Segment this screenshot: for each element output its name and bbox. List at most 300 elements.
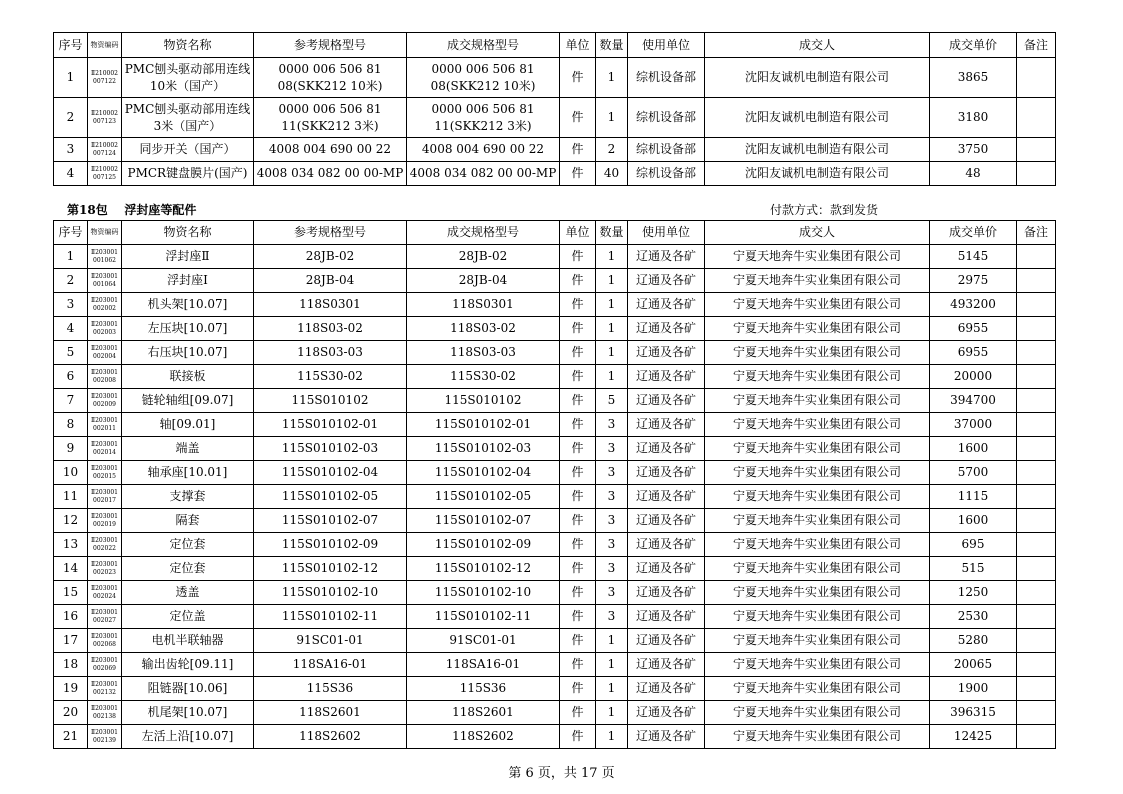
cell-name: 支撑套 [122, 485, 254, 509]
cell-note [1017, 533, 1056, 557]
cell-ref-spec: 28JB-02 [254, 245, 407, 269]
cell-qty: 1 [596, 725, 628, 749]
cell-ref-spec: 118S0301 [254, 293, 407, 317]
cell-deal-spec: 115S010102-09 [407, 533, 560, 557]
cell-unit: 件 [560, 245, 596, 269]
table-row [54, 725, 1056, 749]
cell-vendor: 宁夏天地奔牛实业集团有限公司 [705, 341, 930, 365]
cell-code: Ⅱ203001 002003 [88, 317, 122, 341]
cell-name: 机尾架[10.07] [122, 701, 254, 725]
cell-vendor: 宁夏天地奔牛实业集团有限公司 [705, 437, 930, 461]
cell-note [1017, 365, 1056, 389]
cell-unit: 件 [560, 317, 596, 341]
cell-qty: 3 [596, 413, 628, 437]
cell-code: Ⅱ203001 002132 [88, 677, 122, 701]
cell-price: 37000 [930, 413, 1017, 437]
cell-deal-spec: 115S010102-05 [407, 485, 560, 509]
cell-qty: 3 [596, 437, 628, 461]
table-package-17-items [53, 32, 1056, 186]
cell-name: 电机半联轴器 [122, 629, 254, 653]
cell-unit: 件 [560, 509, 596, 533]
header-note: 备注 [1017, 221, 1056, 245]
cell-dept: 辽通及各矿 [628, 629, 705, 653]
header-deal-spec: 成交规格型号 [407, 221, 560, 245]
cell-deal-spec: 115S010102-04 [407, 461, 560, 485]
cell-price: 1900 [930, 677, 1017, 701]
cell-price: 1250 [930, 581, 1017, 605]
cell-note [1017, 317, 1056, 341]
cell-code: Ⅱ203001 002069 [88, 653, 122, 677]
cell-price: 2530 [930, 605, 1017, 629]
cell-deal-spec: 0000 006 506 81 11(SKK212 3米) [407, 98, 560, 138]
cell-note [1017, 413, 1056, 437]
cell-ref-spec: 115S010102-11 [254, 605, 407, 629]
cell-price: 6955 [930, 317, 1017, 341]
cell-vendor: 宁夏天地奔牛实业集团有限公司 [705, 485, 930, 509]
cell-ref-spec: 115S010102-04 [254, 461, 407, 485]
cell-unit: 件 [560, 725, 596, 749]
cell-ref-spec: 115S30-02 [254, 365, 407, 389]
cell-code: Ⅱ203001 002068 [88, 629, 122, 653]
cell-note [1017, 677, 1056, 701]
cell-deal-spec: 115S010102-01 [407, 413, 560, 437]
cell-ref-spec: 118S03-03 [254, 341, 407, 365]
table-row [54, 701, 1056, 725]
cell-code: Ⅱ203001 002011 [88, 413, 122, 437]
cell-seq: 17 [54, 629, 88, 653]
cell-unit: 件 [560, 341, 596, 365]
cell-unit: 件 [560, 557, 596, 581]
cell-code: Ⅱ210002 007122 [88, 58, 122, 98]
cell-name: 轴承座[10.01] [122, 461, 254, 485]
cell-deal-spec: 115S010102 [407, 389, 560, 413]
table-row [54, 581, 1056, 605]
cell-seq: 2 [54, 269, 88, 293]
cell-dept: 辽通及各矿 [628, 677, 705, 701]
cell-code: Ⅱ203001 002009 [88, 389, 122, 413]
cell-code: Ⅱ203001 001062 [88, 245, 122, 269]
cell-qty: 1 [596, 365, 628, 389]
cell-seq: 3 [54, 293, 88, 317]
section-header [55, 202, 1065, 218]
table-row [54, 509, 1056, 533]
table-package-18-items [53, 220, 1056, 749]
cell-dept: 综机设备部 [628, 98, 705, 138]
cell-vendor: 宁夏天地奔牛实业集团有限公司 [705, 461, 930, 485]
table-row [54, 413, 1056, 437]
cell-price: 12425 [930, 725, 1017, 749]
cell-name: 定位套 [122, 533, 254, 557]
cell-name: PMCR键盘膜片(国产) [122, 162, 254, 186]
cell-code: Ⅱ203001 002024 [88, 581, 122, 605]
cell-deal-spec: 115S30-02 [407, 365, 560, 389]
table-header-row [54, 221, 1056, 245]
cell-code: Ⅱ203001 002015 [88, 461, 122, 485]
cell-deal-spec: 28JB-04 [407, 269, 560, 293]
cell-deal-spec: 4008 004 690 00 22 [407, 138, 560, 162]
cell-ref-spec: 0000 006 506 81 11(SKK212 3米) [254, 98, 407, 138]
cell-price: 515 [930, 557, 1017, 581]
cell-unit: 件 [560, 437, 596, 461]
cell-unit: 件 [560, 461, 596, 485]
cell-seq: 11 [54, 485, 88, 509]
cell-qty: 1 [596, 98, 628, 138]
table-row [54, 162, 1056, 186]
cell-ref-spec: 118S2602 [254, 725, 407, 749]
cell-price: 3180 [930, 98, 1017, 138]
cell-unit: 件 [560, 138, 596, 162]
cell-qty: 3 [596, 557, 628, 581]
cell-deal-spec: 118S03-03 [407, 341, 560, 365]
cell-name: 端盖 [122, 437, 254, 461]
cell-unit: 件 [560, 389, 596, 413]
cell-qty: 5 [596, 389, 628, 413]
header-price: 成交单价 [930, 221, 1017, 245]
cell-name: 阻链器[10.06] [122, 677, 254, 701]
cell-qty: 1 [596, 653, 628, 677]
cell-vendor: 宁夏天地奔牛实业集团有限公司 [705, 509, 930, 533]
cell-note [1017, 461, 1056, 485]
cell-note [1017, 162, 1056, 186]
cell-dept: 辽通及各矿 [628, 485, 705, 509]
cell-name: 机头架[10.07] [122, 293, 254, 317]
cell-ref-spec: 28JB-04 [254, 269, 407, 293]
cell-note [1017, 605, 1056, 629]
cell-deal-spec: 91SC01-01 [407, 629, 560, 653]
cell-unit: 件 [560, 677, 596, 701]
cell-name: 定位盖 [122, 605, 254, 629]
cell-vendor: 宁夏天地奔牛实业集团有限公司 [705, 557, 930, 581]
cell-name: 浮封座Ⅱ [122, 245, 254, 269]
cell-code: Ⅱ210002 007123 [88, 98, 122, 138]
cell-code: Ⅱ203001 002002 [88, 293, 122, 317]
cell-code: Ⅱ203001 002017 [88, 485, 122, 509]
cell-code: Ⅱ203001 002004 [88, 341, 122, 365]
cell-dept: 综机设备部 [628, 162, 705, 186]
cell-dept: 辽通及各矿 [628, 581, 705, 605]
cell-vendor: 宁夏天地奔牛实业集团有限公司 [705, 533, 930, 557]
cell-seq: 9 [54, 437, 88, 461]
cell-vendor: 沈阳友诚机电制造有限公司 [705, 162, 930, 186]
cell-vendor: 宁夏天地奔牛实业集团有限公司 [705, 365, 930, 389]
cell-dept: 辽通及各矿 [628, 245, 705, 269]
cell-name: 右压块[10.07] [122, 341, 254, 365]
header-note: 备注 [1017, 33, 1056, 58]
table-row [54, 533, 1056, 557]
cell-ref-spec: 4008 004 690 00 22 [254, 138, 407, 162]
cell-deal-spec: 118S2602 [407, 725, 560, 749]
cell-ref-spec: 115S010102-01 [254, 413, 407, 437]
cell-seq: 10 [54, 461, 88, 485]
cell-dept: 辽通及各矿 [628, 533, 705, 557]
cell-name: 透盖 [122, 581, 254, 605]
cell-qty: 2 [596, 138, 628, 162]
cell-ref-spec: 118S2601 [254, 701, 407, 725]
cell-deal-spec: 115S010102-11 [407, 605, 560, 629]
cell-qty: 1 [596, 317, 628, 341]
cell-qty: 1 [596, 341, 628, 365]
cell-dept: 综机设备部 [628, 58, 705, 98]
cell-qty: 3 [596, 485, 628, 509]
cell-note [1017, 341, 1056, 365]
cell-dept: 辽通及各矿 [628, 365, 705, 389]
cell-note [1017, 509, 1056, 533]
cell-price: 396315 [930, 701, 1017, 725]
cell-vendor: 沈阳友诚机电制造有限公司 [705, 58, 930, 98]
cell-dept: 辽通及各矿 [628, 725, 705, 749]
header-unit: 单位 [560, 221, 596, 245]
cell-seq: 7 [54, 389, 88, 413]
cell-deal-spec: 115S010102-03 [407, 437, 560, 461]
cell-vendor: 沈阳友诚机电制造有限公司 [705, 98, 930, 138]
cell-vendor: 宁夏天地奔牛实业集团有限公司 [705, 269, 930, 293]
cell-code: Ⅱ203001 002019 [88, 509, 122, 533]
cell-vendor: 沈阳友诚机电制造有限公司 [705, 138, 930, 162]
cell-deal-spec: 115S010102-10 [407, 581, 560, 605]
cell-seq: 13 [54, 533, 88, 557]
header-dept: 使用单位 [628, 33, 705, 58]
cell-code: Ⅱ203001 002014 [88, 437, 122, 461]
cell-qty: 3 [596, 581, 628, 605]
cell-vendor: 宁夏天地奔牛实业集团有限公司 [705, 389, 930, 413]
cell-dept: 辽通及各矿 [628, 653, 705, 677]
cell-dept: 辽通及各矿 [628, 557, 705, 581]
header-code: 物资编码 [88, 33, 122, 58]
cell-price: 48 [930, 162, 1017, 186]
cell-deal-spec: 115S010102-12 [407, 557, 560, 581]
cell-note [1017, 269, 1056, 293]
cell-note [1017, 725, 1056, 749]
table-row [54, 245, 1056, 269]
cell-price: 3865 [930, 58, 1017, 98]
cell-name: 轴[09.01] [122, 413, 254, 437]
cell-note [1017, 581, 1056, 605]
header-price: 成交单价 [930, 33, 1017, 58]
table-row [54, 461, 1056, 485]
cell-vendor: 宁夏天地奔牛实业集团有限公司 [705, 293, 930, 317]
table-row [54, 437, 1056, 461]
header-seq: 序号 [54, 221, 88, 245]
table-row [54, 365, 1056, 389]
table-row [54, 653, 1056, 677]
cell-seq: 1 [54, 245, 88, 269]
cell-code: Ⅱ203001 002027 [88, 605, 122, 629]
header-qty: 数量 [596, 33, 628, 58]
cell-note [1017, 98, 1056, 138]
package-number: 第18包 [67, 203, 108, 217]
cell-price: 20065 [930, 653, 1017, 677]
cell-seq: 16 [54, 605, 88, 629]
cell-note [1017, 557, 1056, 581]
cell-code: Ⅱ203001 002023 [88, 557, 122, 581]
cell-qty: 3 [596, 605, 628, 629]
cell-price: 5145 [930, 245, 1017, 269]
table-row [54, 389, 1056, 413]
cell-seq: 4 [54, 162, 88, 186]
cell-qty: 1 [596, 293, 628, 317]
table-row [54, 269, 1056, 293]
table-row [54, 98, 1056, 138]
cell-deal-spec: 115S010102-07 [407, 509, 560, 533]
cell-ref-spec: 115S010102-03 [254, 437, 407, 461]
table-header-row [54, 33, 1056, 58]
cell-unit: 件 [560, 58, 596, 98]
cell-unit: 件 [560, 269, 596, 293]
cell-seq: 15 [54, 581, 88, 605]
header-name: 物资名称 [122, 33, 254, 58]
cell-vendor: 宁夏天地奔牛实业集团有限公司 [705, 413, 930, 437]
cell-price: 5280 [930, 629, 1017, 653]
header-dept: 使用单位 [628, 221, 705, 245]
cell-note [1017, 485, 1056, 509]
cell-price: 695 [930, 533, 1017, 557]
table-row [54, 293, 1056, 317]
cell-vendor: 宁夏天地奔牛实业集团有限公司 [705, 725, 930, 749]
cell-ref-spec: 91SC01-01 [254, 629, 407, 653]
package-title: 浮封座等配件 [124, 203, 197, 217]
cell-unit: 件 [560, 98, 596, 138]
cell-ref-spec: 115S010102-07 [254, 509, 407, 533]
cell-seq: 4 [54, 317, 88, 341]
cell-vendor: 宁夏天地奔牛实业集团有限公司 [705, 653, 930, 677]
cell-vendor: 宁夏天地奔牛实业集团有限公司 [705, 581, 930, 605]
cell-ref-spec: 118S03-02 [254, 317, 407, 341]
cell-dept: 辽通及各矿 [628, 701, 705, 725]
table-row [54, 58, 1056, 98]
cell-price: 5700 [930, 461, 1017, 485]
cell-dept: 辽通及各矿 [628, 341, 705, 365]
cell-code: Ⅱ210002 007124 [88, 138, 122, 162]
cell-name: 同步开关（国产） [122, 138, 254, 162]
cell-unit: 件 [560, 413, 596, 437]
cell-price: 493200 [930, 293, 1017, 317]
cell-qty: 1 [596, 701, 628, 725]
cell-code: Ⅱ203001 002022 [88, 533, 122, 557]
cell-unit: 件 [560, 293, 596, 317]
cell-unit: 件 [560, 581, 596, 605]
cell-dept: 辽通及各矿 [628, 413, 705, 437]
cell-name: 输出齿轮[09.11] [122, 653, 254, 677]
cell-name: 浮封座Ⅰ [122, 269, 254, 293]
cell-note [1017, 701, 1056, 725]
cell-ref-spec: 118SA16-01 [254, 653, 407, 677]
payment-terms: 付款方式：款到发货 [770, 203, 879, 217]
table-row [54, 341, 1056, 365]
cell-code: Ⅱ203001 002138 [88, 701, 122, 725]
cell-price: 394700 [930, 389, 1017, 413]
table-row [54, 629, 1056, 653]
section-label [67, 202, 196, 218]
cell-code: Ⅱ210002 007125 [88, 162, 122, 186]
cell-deal-spec: 115S36 [407, 677, 560, 701]
table-row [54, 485, 1056, 509]
cell-note [1017, 629, 1056, 653]
cell-note [1017, 245, 1056, 269]
cell-deal-spec: 118S0301 [407, 293, 560, 317]
cell-deal-spec: 118S2601 [407, 701, 560, 725]
cell-dept: 辽通及各矿 [628, 437, 705, 461]
cell-name: 左压块[10.07] [122, 317, 254, 341]
cell-unit: 件 [560, 605, 596, 629]
header-name: 物资名称 [122, 221, 254, 245]
cell-price: 6955 [930, 341, 1017, 365]
cell-note [1017, 138, 1056, 162]
cell-seq: 3 [54, 138, 88, 162]
cell-seq: 12 [54, 509, 88, 533]
table-row [54, 677, 1056, 701]
cell-seq: 2 [54, 98, 88, 138]
cell-code: Ⅱ203001 001064 [88, 269, 122, 293]
cell-note [1017, 437, 1056, 461]
cell-dept: 辽通及各矿 [628, 389, 705, 413]
cell-ref-spec: 4008 034 082 00 00-MP [254, 162, 407, 186]
cell-qty: 1 [596, 677, 628, 701]
cell-note [1017, 653, 1056, 677]
cell-price: 2975 [930, 269, 1017, 293]
cell-code: Ⅱ203001 002139 [88, 725, 122, 749]
cell-deal-spec: 4008 034 082 00 00-MP [407, 162, 560, 186]
cell-price: 20000 [930, 365, 1017, 389]
cell-ref-spec: 115S36 [254, 677, 407, 701]
cell-name: 隔套 [122, 509, 254, 533]
table-row [54, 138, 1056, 162]
cell-seq: 14 [54, 557, 88, 581]
cell-seq: 8 [54, 413, 88, 437]
cell-dept: 辽通及各矿 [628, 461, 705, 485]
cell-ref-spec: 115S010102 [254, 389, 407, 413]
header-unit: 单位 [560, 33, 596, 58]
cell-seq: 1 [54, 58, 88, 98]
header-deal-spec: 成交规格型号 [407, 33, 560, 58]
cell-vendor: 宁夏天地奔牛实业集团有限公司 [705, 629, 930, 653]
cell-qty: 3 [596, 533, 628, 557]
cell-qty: 3 [596, 461, 628, 485]
cell-vendor: 宁夏天地奔牛实业集团有限公司 [705, 701, 930, 725]
cell-qty: 1 [596, 58, 628, 98]
cell-dept: 辽通及各矿 [628, 509, 705, 533]
table-row [54, 557, 1056, 581]
header-code: 物资编码 [88, 221, 122, 245]
cell-vendor: 宁夏天地奔牛实业集团有限公司 [705, 317, 930, 341]
cell-deal-spec: 118S03-02 [407, 317, 560, 341]
cell-seq: 20 [54, 701, 88, 725]
header-vendor: 成交人 [705, 221, 930, 245]
cell-unit: 件 [560, 701, 596, 725]
cell-seq: 5 [54, 341, 88, 365]
cell-ref-spec: 115S010102-12 [254, 557, 407, 581]
cell-vendor: 宁夏天地奔牛实业集团有限公司 [705, 605, 930, 629]
cell-name: PMC刨头驱动部用连线 10米（国产） [122, 58, 254, 98]
cell-qty: 1 [596, 629, 628, 653]
cell-deal-spec: 118SA16-01 [407, 653, 560, 677]
header-vendor: 成交人 [705, 33, 930, 58]
cell-qty: 1 [596, 269, 628, 293]
cell-unit: 件 [560, 365, 596, 389]
cell-unit: 件 [560, 533, 596, 557]
cell-dept: 辽通及各矿 [628, 605, 705, 629]
cell-vendor: 宁夏天地奔牛实业集团有限公司 [705, 677, 930, 701]
cell-ref-spec: 0000 006 506 81 08(SKK212 10米) [254, 58, 407, 98]
page-footer: 第 6 页，共 17 页 [508, 766, 615, 781]
cell-qty: 1 [596, 245, 628, 269]
cell-dept: 综机设备部 [628, 138, 705, 162]
cell-price: 1600 [930, 509, 1017, 533]
cell-seq: 6 [54, 365, 88, 389]
cell-unit: 件 [560, 162, 596, 186]
cell-qty: 3 [596, 509, 628, 533]
cell-note [1017, 293, 1056, 317]
cell-code: Ⅱ203001 002008 [88, 365, 122, 389]
